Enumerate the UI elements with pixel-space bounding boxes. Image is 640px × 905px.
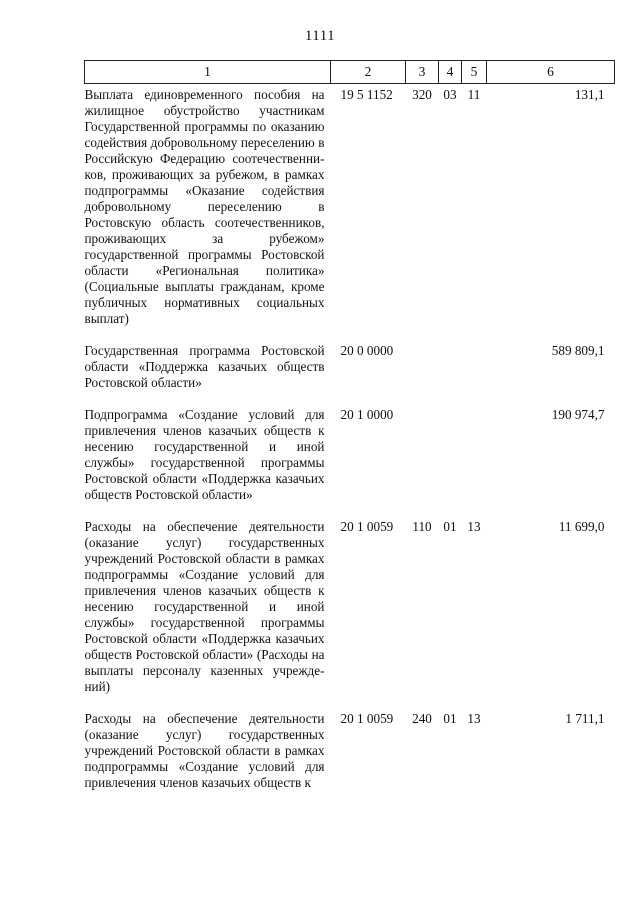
row-section: 01: [443, 519, 457, 534]
table-row: [85, 84, 615, 344]
row-description: Расходы на обеспечение деятельности (оказание услуг) государственных учреждений Ростовской области в рамках подпрограммы «Создание условий для привлечения членов казачьих обществ к несению государственной и иной службы» государственной программы Ростовской области «Поддержка казачьих обществ Ростовской области» (Расходы на выплаты персоналу казенных учреждений): [84, 519, 325, 694]
row-expense-type: 110: [412, 519, 432, 534]
row-amount: 131,1: [574, 87, 605, 102]
page-number: 1111: [304, 28, 336, 44]
row-amount: 190 974,7: [551, 407, 605, 422]
table-row: [85, 407, 615, 519]
row-amount: 1 711,1: [565, 711, 605, 726]
row-description: Выплата единовременного пособия на жилищное обустройство участникам Государственной программы по оказанию содействия добровольному переселению в Российскую Федерацию соотечественников, проживающих за рубежом, в рамках подпрограммы «Оказание содействия добровольному переселению в Ростовскую область соотечественников, проживающих за рубежом» государственной программы Ростовской области «Региональная политика» (Социальные выплаты гражданам, кроме публичных нормативных социальных выплат): [84, 87, 325, 326]
table-header: [85, 61, 615, 84]
row-subsection: [462, 343, 487, 407]
header-col-1: 1: [85, 61, 331, 84]
table-row: [85, 519, 615, 711]
row-target-code: 20 1 0059: [340, 519, 394, 534]
budget-table: [84, 60, 615, 791]
row-description: Расходы на обеспечение деятельности (оказание услуг) государственных учреждений Ростовской области в рамках подпрограммы «Создание условий для привлечения членов казачьих обществ к: [84, 711, 325, 790]
header-col-3: 3: [406, 61, 439, 84]
row-expense-type: [406, 343, 439, 407]
table-row: [85, 711, 615, 791]
row-description: Государственная программа Ростовской области «Поддержка казачьих обществ Ростовской области»: [84, 343, 325, 390]
row-expense-type: [406, 407, 439, 519]
row-amount: 589 809,1: [551, 343, 605, 358]
row-expense-type: 240: [412, 711, 432, 726]
header-col-5: 5: [462, 61, 487, 84]
header-col-4: 4: [439, 61, 462, 84]
row-expense-type: 320: [412, 87, 432, 102]
row-section: [439, 407, 462, 519]
row-subsection: 13: [467, 519, 481, 534]
row-target-code: 19 5 1152: [340, 87, 393, 102]
row-section: 01: [443, 711, 457, 726]
row-subsection: 13: [467, 711, 481, 726]
row-subsection: 11: [467, 87, 481, 102]
row-description: Подпрограмма «Создание условий для привлечения членов казачьих обществ к несению государственной и иной службы» государственной программы Ростовской области «Поддержка казачьих обществ Ростовской области»: [84, 407, 325, 502]
row-target-code: 20 0 0000: [340, 343, 394, 358]
row-section: [439, 343, 462, 407]
row-target-code: 20 1 0059: [340, 711, 394, 726]
row-section: 03: [443, 87, 457, 102]
row-target-code: 20 1 0000: [340, 407, 394, 422]
table-row: [85, 343, 615, 407]
header-col-2: 2: [331, 61, 406, 84]
table-body: [85, 84, 615, 792]
header-col-6: 6: [487, 61, 615, 84]
row-subsection: [462, 407, 487, 519]
row-amount: 11 699,0: [558, 519, 605, 534]
header-row: [85, 61, 615, 84]
